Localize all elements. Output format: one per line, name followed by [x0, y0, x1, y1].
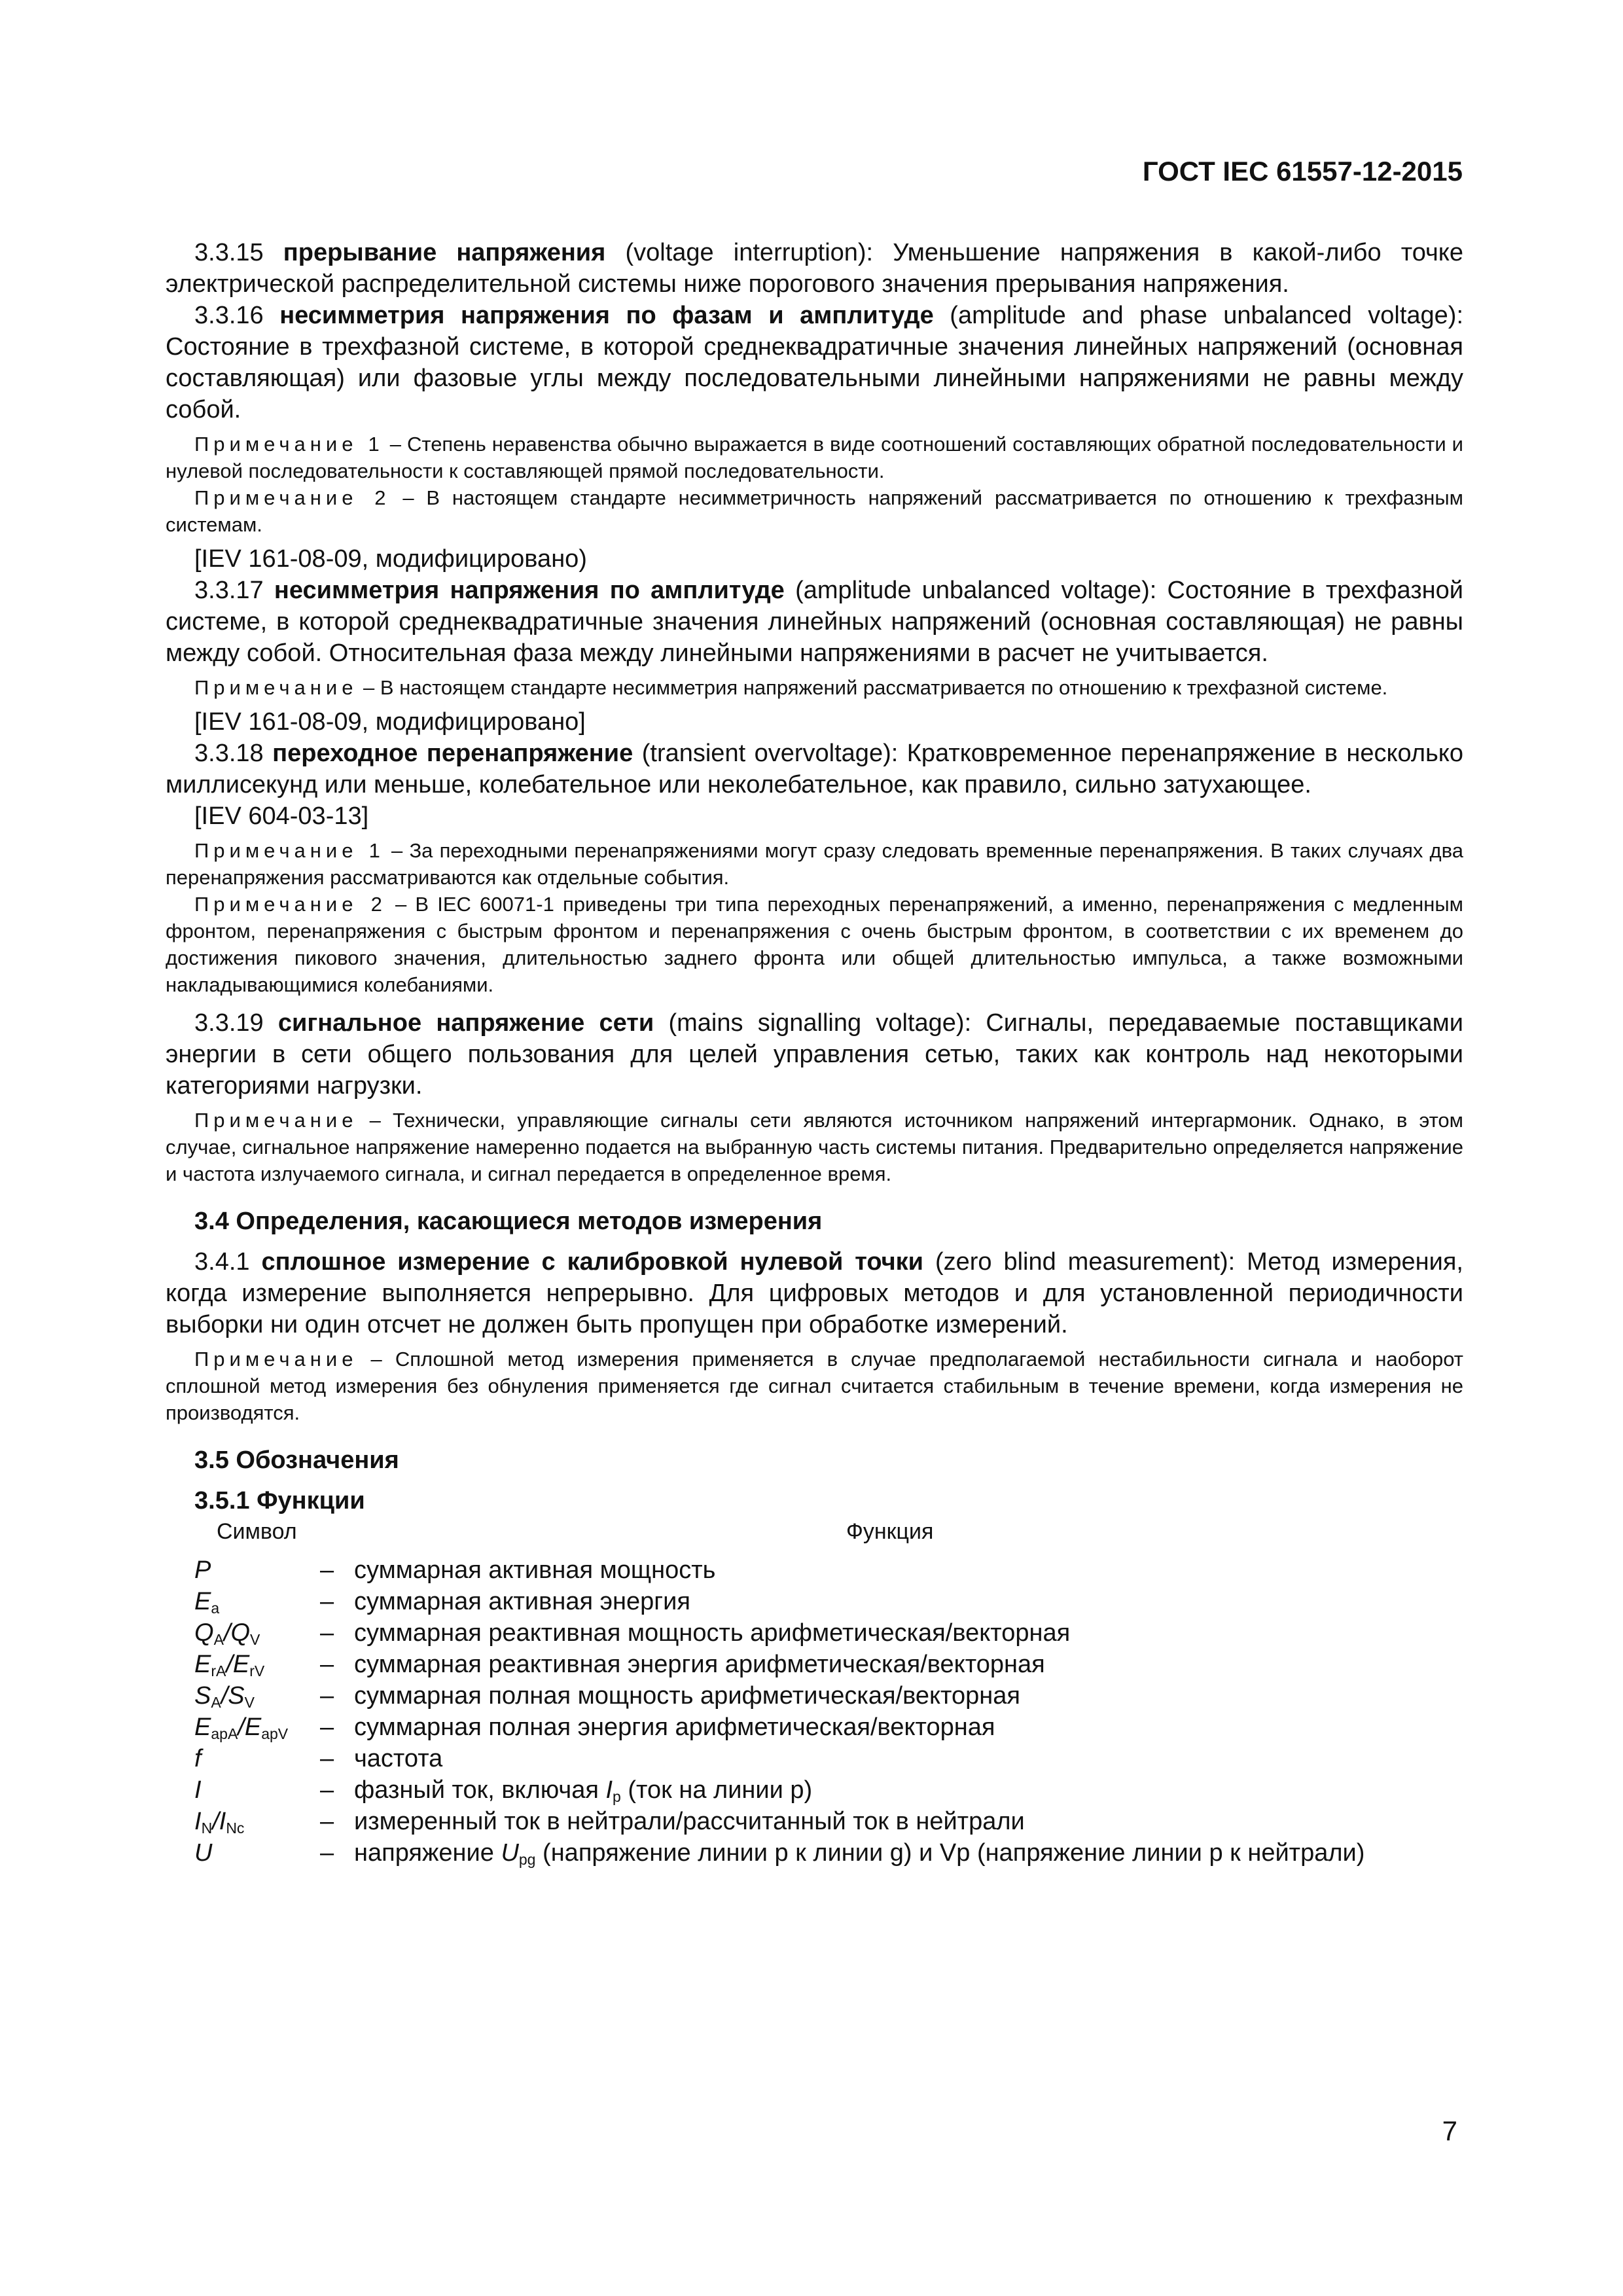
column-header-function: Функция: [846, 1519, 934, 1544]
clause-term: сплошное измерение с калибровкой нулевой точки: [261, 1248, 924, 1276]
standard-header: ГОСТ IEC 61557-12-2015: [1142, 156, 1463, 187]
clause-text: (mains signalling voltage): Сигналы, передаваемые поставщиками энергии в сети общего пользования для целей управления сетью, таких как контроль над некоторыми категориями нагрузки.: [166, 1009, 1463, 1100]
note-label: Примечание: [194, 1348, 358, 1371]
function-cell: суммарная активная энергия: [354, 1588, 690, 1615]
table-row: [194, 1774, 1364, 1806]
function-cell: суммарная полная мощность арифметическая/векторная: [354, 1682, 1020, 1710]
clause-number: 3.3.19: [194, 1009, 264, 1037]
table-row: [194, 1617, 1364, 1649]
dash: –: [320, 1682, 334, 1710]
symbol-cell: $E_{apA}/E_{apV}$: [194, 1713, 289, 1742]
clause-number: 3.3.17: [194, 577, 264, 604]
clause-3-3-17: [166, 575, 1463, 669]
page-content: [166, 237, 1463, 1869]
subsection-heading-3-5-1: 3.5.1 Функции: [194, 1487, 365, 1515]
dash: –: [320, 1745, 334, 1772]
clause-text: (voltage interruption): Уменьшение напряжения в какой-либо точке электрической распределительной системы ниже порогового значения прерывания напряжения.: [166, 239, 1463, 298]
note: [166, 837, 1463, 891]
symbol-cell: $E_{rA}/E_{rV}$: [194, 1651, 265, 1679]
column-header-symbol: Символ: [217, 1519, 297, 1544]
note-label: Примечание 2: [194, 486, 391, 509]
dash: –: [320, 1713, 334, 1741]
dash: –: [320, 1776, 334, 1804]
note-text: – Сплошной метод измерения применяется в случае предполагаемой нестабильности сигнала и наоборот сплошной метод измерения без обнуления применяется где сигнал считается стабильным в течение времени, когда измерения не производятся.: [166, 1348, 1463, 1424]
note-text: – За переходными перенапряжениями могут сразу следовать временные перенапряжения. В таких случаях два перенапряжения рассматриваются как отдельные события.: [166, 839, 1463, 889]
note-text: – Технически, управляющие сигналы сети являются источником напряжений интергармоник. Однако, в этом случае, сигнальное напряжение намеренно подается на выбранную часть системы питания. Предварительно определяется напряжение и частота излучаемого сигнала, и сигнал передается в определенное время.: [166, 1109, 1463, 1185]
note-label: Примечание: [194, 676, 358, 699]
clause-number: 3.3.18: [194, 740, 264, 767]
note: [166, 1346, 1463, 1426]
clause-3-3-15: [166, 237, 1463, 300]
dash: –: [320, 1619, 334, 1647]
note-label: Примечание 2: [194, 893, 387, 916]
clause-number: 3.4.1: [194, 1248, 250, 1276]
clause-term: сигнальное напряжение сети: [277, 1009, 654, 1037]
clause-term: несимметрия напряжения по амплитуде: [274, 577, 785, 604]
clause-number: 3.3.16: [194, 302, 264, 329]
note: [166, 674, 1463, 701]
reference: [IEV 161-08-09, модифицировано]: [194, 708, 586, 736]
symbol-cell: $E_a$: [194, 1588, 220, 1617]
note-text: – Степень неравенства обычно выражается в виде соотношений составляющих обратной последовательности и нулевой последовательности к составляющей прямой последовательности.: [166, 433, 1463, 482]
function-cell: суммарная полная энергия арифметическая/векторная: [354, 1713, 995, 1741]
clause-text: (amplitude unbalanced voltage): Состояние в трехфазной системе, в которой среднеквадратичные значения линейных напряжений (основная составляющая) не равны между собой. Относительная фаза между линейными напряжениями в расчет не учитывается.: [166, 577, 1463, 667]
clause-term: несимметрия напряжения по фазам и амплитуде: [279, 302, 934, 329]
symbol-cell: I: [194, 1776, 202, 1804]
dash: –: [320, 1839, 334, 1867]
symbol-cell: $S_A/S_V$: [194, 1682, 255, 1711]
clause-number: 3.3.15: [194, 239, 264, 266]
table-row: [194, 1712, 1364, 1743]
note-text: – В настоящем стандарте несимметрия напряжений рассматривается по отношению к трехфазной системе.: [357, 676, 1388, 699]
clause-text: (amplitude and phase unbalanced voltage): Состояние в трехфазной системе, в которой среднеквадратичные значения линейных напряжений (основная составляющая) или фазовые углы между последовательными линейными напряжениями не равны между собой.: [166, 302, 1464, 423]
note: [166, 891, 1463, 998]
dash: –: [320, 1808, 334, 1835]
table-row: [194, 1806, 1364, 1837]
symbol-cell: U: [194, 1839, 213, 1867]
table-row: [194, 1586, 1364, 1617]
symbol-cell: $I_N/I_{Nc}$: [194, 1808, 245, 1837]
note: [166, 484, 1463, 538]
table-row: [194, 1554, 1364, 1586]
table-row: [194, 1649, 1364, 1680]
clause-text: (zero blind measurement): Метод измерения, когда измерение выполняется непрерывно. Для цифровых методов и для установленной периодичности выборки ни один отсчет не должен быть пропущен при обработке измерений.: [166, 1248, 1463, 1338]
page-number: 7: [1442, 2115, 1457, 2146]
function-cell: измеренный ток в нейтрали/рассчитанный ток в нейтрали: [354, 1808, 1025, 1835]
table-row: [194, 1743, 1364, 1774]
function-cell: суммарная реактивная энергия арифметическая/векторная: [354, 1651, 1045, 1678]
function-cell: фазный ток, включая $I_p$ (ток на линии р): [354, 1776, 813, 1805]
note-text: – В IEC 60071-1 приведены три типа переходных перенапряжений, а именно, перенапряжения с медленным фронтом, перенапряжения с быстрым фронтом и перенапряжения с очень быстрым фронтом, в соответствии с их временем до достижения пикового значения, длительностью заднего фронта или общей длительностью импульса, а также возможными накладывающимися колебаниями.: [166, 893, 1463, 996]
note-label: Примечание 1: [194, 433, 384, 456]
table-row: [194, 1680, 1364, 1712]
function-cell: частота: [354, 1745, 443, 1772]
note-label: Примечание: [194, 1109, 358, 1132]
note-label: Примечание 1: [194, 839, 385, 862]
symbol-cell: f: [194, 1745, 202, 1772]
symbol-cell: P: [194, 1556, 211, 1584]
dash: –: [320, 1556, 334, 1584]
section-heading-3-5: 3.5 Обозначения: [194, 1446, 399, 1474]
clause-term: переходное перенапряжение: [272, 740, 633, 767]
table-row: [194, 1837, 1364, 1869]
clause-3-3-18: [166, 738, 1463, 800]
dash: –: [320, 1651, 334, 1678]
reference: [IEV 161-08-09, модифицировано): [194, 545, 587, 573]
clause-3-3-16: [166, 300, 1463, 425]
clause-3-3-19: [166, 1007, 1463, 1102]
clause-3-4-1: [166, 1246, 1463, 1340]
clause-term: прерывание напряжения: [283, 239, 606, 266]
clause-text: (transient overvoltage): Кратковременное перенапряжение в несколько миллисекунд или меньше, колебательное или неколебательное, как правило, сильно затухающее.: [166, 740, 1463, 798]
symbol-table: [194, 1554, 1364, 1869]
reference: [IEV 604-03-13]: [194, 802, 369, 830]
section-heading-3-4: 3.4 Определения, касающиеся методов измерения: [194, 1208, 823, 1235]
note: [166, 1107, 1463, 1187]
note-text: – В настоящем стандарте несимметричность напряжений рассматривается по отношению к трехфазным системам.: [166, 486, 1463, 536]
function-cell: суммарная реактивная мощность арифметическая/векторная: [354, 1619, 1071, 1647]
function-cell: напряжение $U_{pg}$ (напряжение линии р к линии g) и Vp (напряжение линии р к нейтрали): [354, 1839, 1365, 1868]
dash: –: [320, 1588, 334, 1615]
symbol-cell: $Q_A/Q_V$: [194, 1619, 260, 1648]
function-cell: суммарная активная мощность: [354, 1556, 716, 1584]
symbol-table-header: [166, 1516, 1463, 1547]
note: [166, 431, 1463, 484]
